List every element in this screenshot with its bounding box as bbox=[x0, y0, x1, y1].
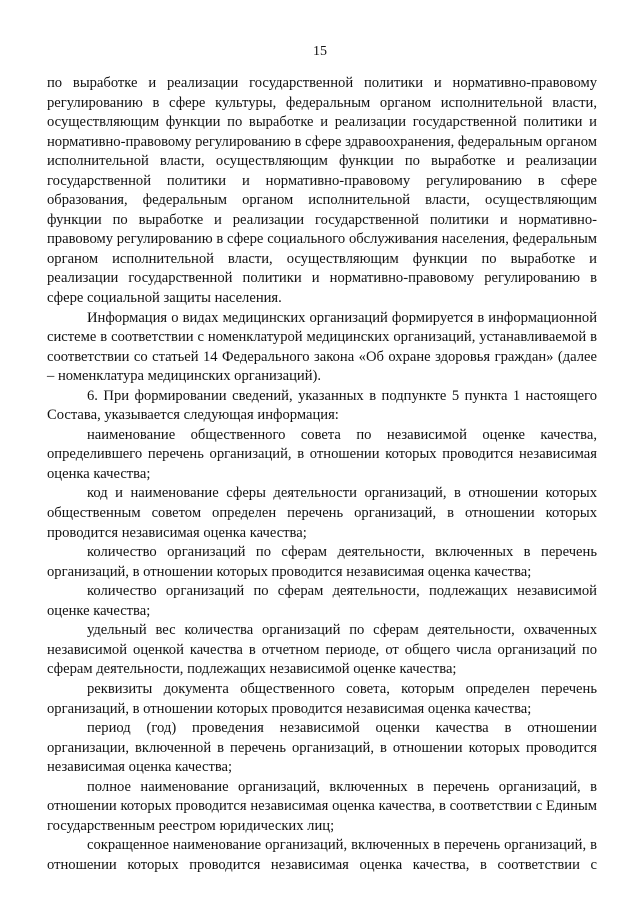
list-item-organizations-subject-count: количество организаций по сферам деятельности, подлежащих независимой оценке качества; bbox=[47, 583, 597, 619]
list-item-council-document-details: реквизиты документа общественного совета, которым определен перечень организаций, в отношении которых проводится независимая оценка качества; bbox=[47, 680, 597, 717]
page-number: 15 bbox=[313, 44, 327, 59]
list-item-assessment-period: период (год) проведения независимой оценки качества в отношении организации, включенной в перечень организаций, в отношении которых проводится независимая оценка качества; bbox=[47, 720, 597, 776]
list-item-short-name: сокращенное наименование организаций, включенных в перечень организаций, в отношении которых проводится независимая оценка качества, в соответствии с bbox=[47, 837, 597, 873]
list-item-full-name: полное наименование организаций, включенных в перечень организаций, в отношении которых проводится независимая оценка качества, в соответствии с Единым государственным реестром юридических лиц; bbox=[47, 778, 597, 834]
list-item-activity-code: код и наименование сферы деятельности организаций, в отношении которых общественным советом определен перечень организаций, в отношении которых проводится независимая оценка качества; bbox=[47, 485, 597, 541]
list-item-coverage-share: удельный вес количества организаций по сферам деятельности, охваченных независимой оценкой качества в отчетном периоде, от общего числа организаций по сферам деятельности, подлежащих независимой оценке качества; bbox=[47, 622, 597, 678]
list-item-organizations-included-count: количество организаций по сферам деятельности, включенных в перечень организаций, в отношении которых проводится независимая оценка качества; bbox=[47, 544, 597, 580]
list-item-council-name: наименование общественного совета по независимой оценке качества, определившего перечень организаций, в отношении которых проводится независимая оценка качества; bbox=[47, 426, 597, 482]
document-body bbox=[47, 74, 597, 875]
paragraph-medical-organizations-info: Информация о видах медицинских организаций формируется в информационной системе в соответствии с номенклатурой медицинских организаций, устанавливаемой в соответствии со статьей 14 Федерального закона «Об охране здоровья граждан» (далее – номенклатура медицинских организаций). bbox=[47, 309, 597, 385]
paragraph-item-6: 6. При формировании сведений, указанных в подпункте 5 пункта 1 настоящего Состава, указывается следующая информация: bbox=[47, 387, 597, 424]
paragraph-continuation: по выработке и реализации государственной политики и нормативно-правовому регулированию в сфере культуры, федеральным органом исполнительной власти, осуществляющим функции по выработке и реализации государственной политики и нормативно-правовому регулированию в сфере здравоохранения, федеральным органом исполнительной власти, осуществляющим функции по выработке и реализации государственной политики и нормативно-правовому регулированию в сфере образования, федеральным органом исполнительной власти, осуществляющим функции по выработке и реализации государственной политики и нормативно-правовому регулированию в сфере социального обслуживания населения, федеральным органом исполнительной власти, осуществляющим функции по выработке и реализации государственной политики и нормативно-правовому регулированию в сфере социальной защиты населения. bbox=[47, 75, 597, 307]
